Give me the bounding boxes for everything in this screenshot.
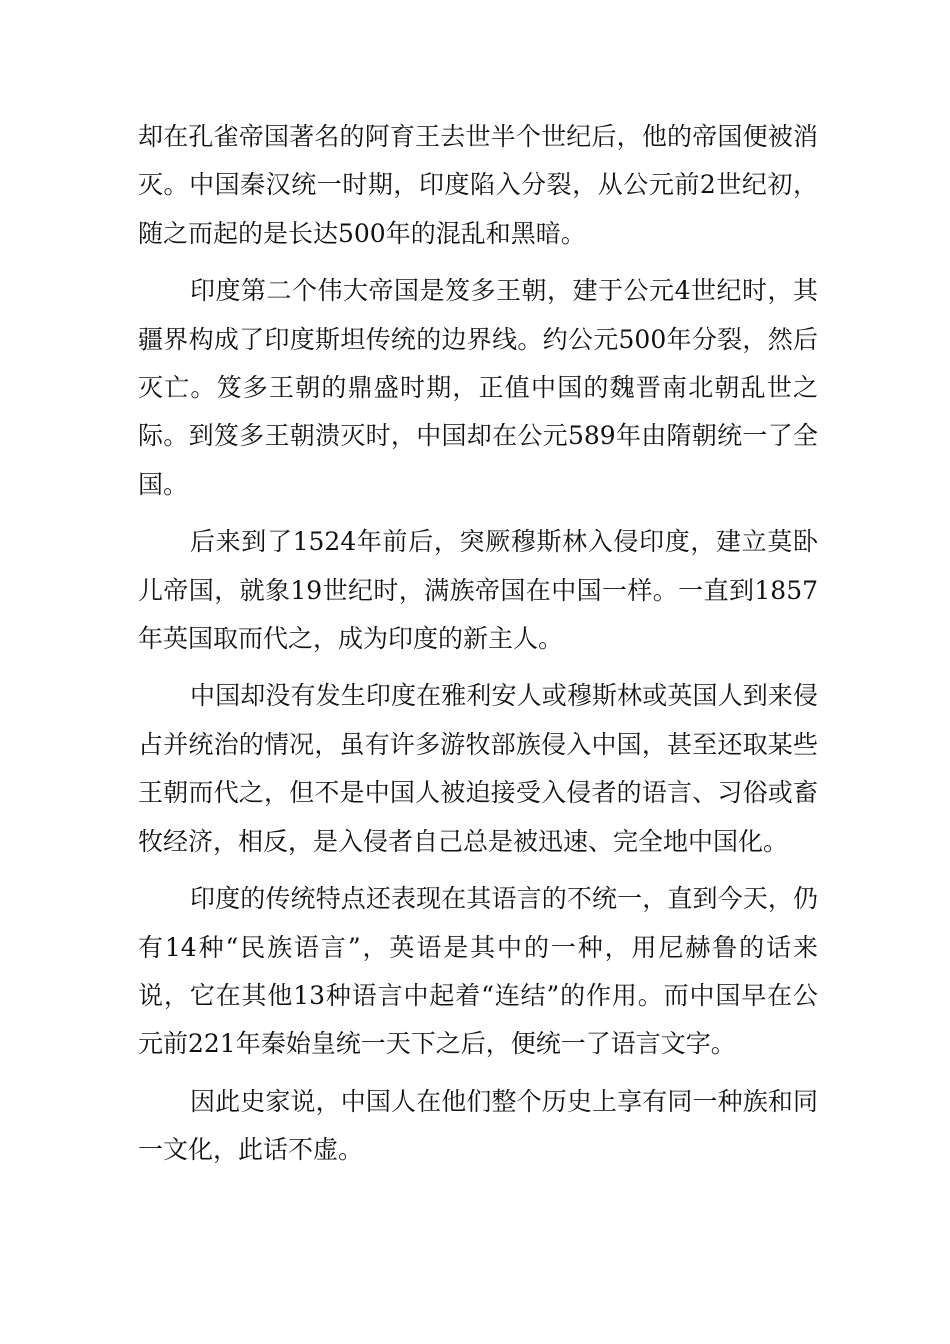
paragraph-2: 印度第二个伟大帝国是笈多王朝，建于公元4世纪时，其疆界构成了印度斯坦传统的边界线。约公元500年分裂，然后灭亡。笈多王朝的鼎盛时期，正值中国的魏晋南北朝乱世之际。到笈多王朝溃灭时，中国却在公元589年由隋朝统一了全国。 — [138, 276, 818, 499]
paragraph-4: 中国却没有发生印度在雅利安人或穆斯林或英国人到来侵占并统治的情况，虽有许多游牧部族侵入中国，甚至还取某些王朝而代之，但不是中国人被迫接受入侵者的语言、习俗或畜牧经济，相反，是入侵者自己总是被迅速、完全地中国化。 — [138, 681, 818, 856]
document-body — [138, 113, 818, 1184]
paragraph-6: 因此史家说，中国人在他们整个历史上享有同一种族和同一文化，此话不虚。 — [138, 1086, 818, 1165]
paragraph-5: 印度的传统特点还表现在其语言的不统一，直到今天，仍有14种“民族语言”，英语是其中的一种，用尼赫鲁的话来说，它在其他13种语言中起着“连结”的作用。而中国早在公元前221年秦始皇统一天下之后，便统一了语言文字。 — [138, 884, 818, 1059]
paragraph-1: 却在孔雀帝国著名的阿育王去世半个世纪后，他的帝国便被消灭。中国秦汉统一时期，印度陷入分裂，从公元前2世纪初，随之而起的是长达500年的混乱和黑暗。 — [138, 122, 818, 248]
paragraph-3: 后来到了1524年前后，突厥穆斯林入侵印度，建立莫卧儿帝国，就象19世纪时，满族帝国在中国一样。一直到1857年英国取而代之，成为印度的新主人。 — [138, 527, 818, 654]
